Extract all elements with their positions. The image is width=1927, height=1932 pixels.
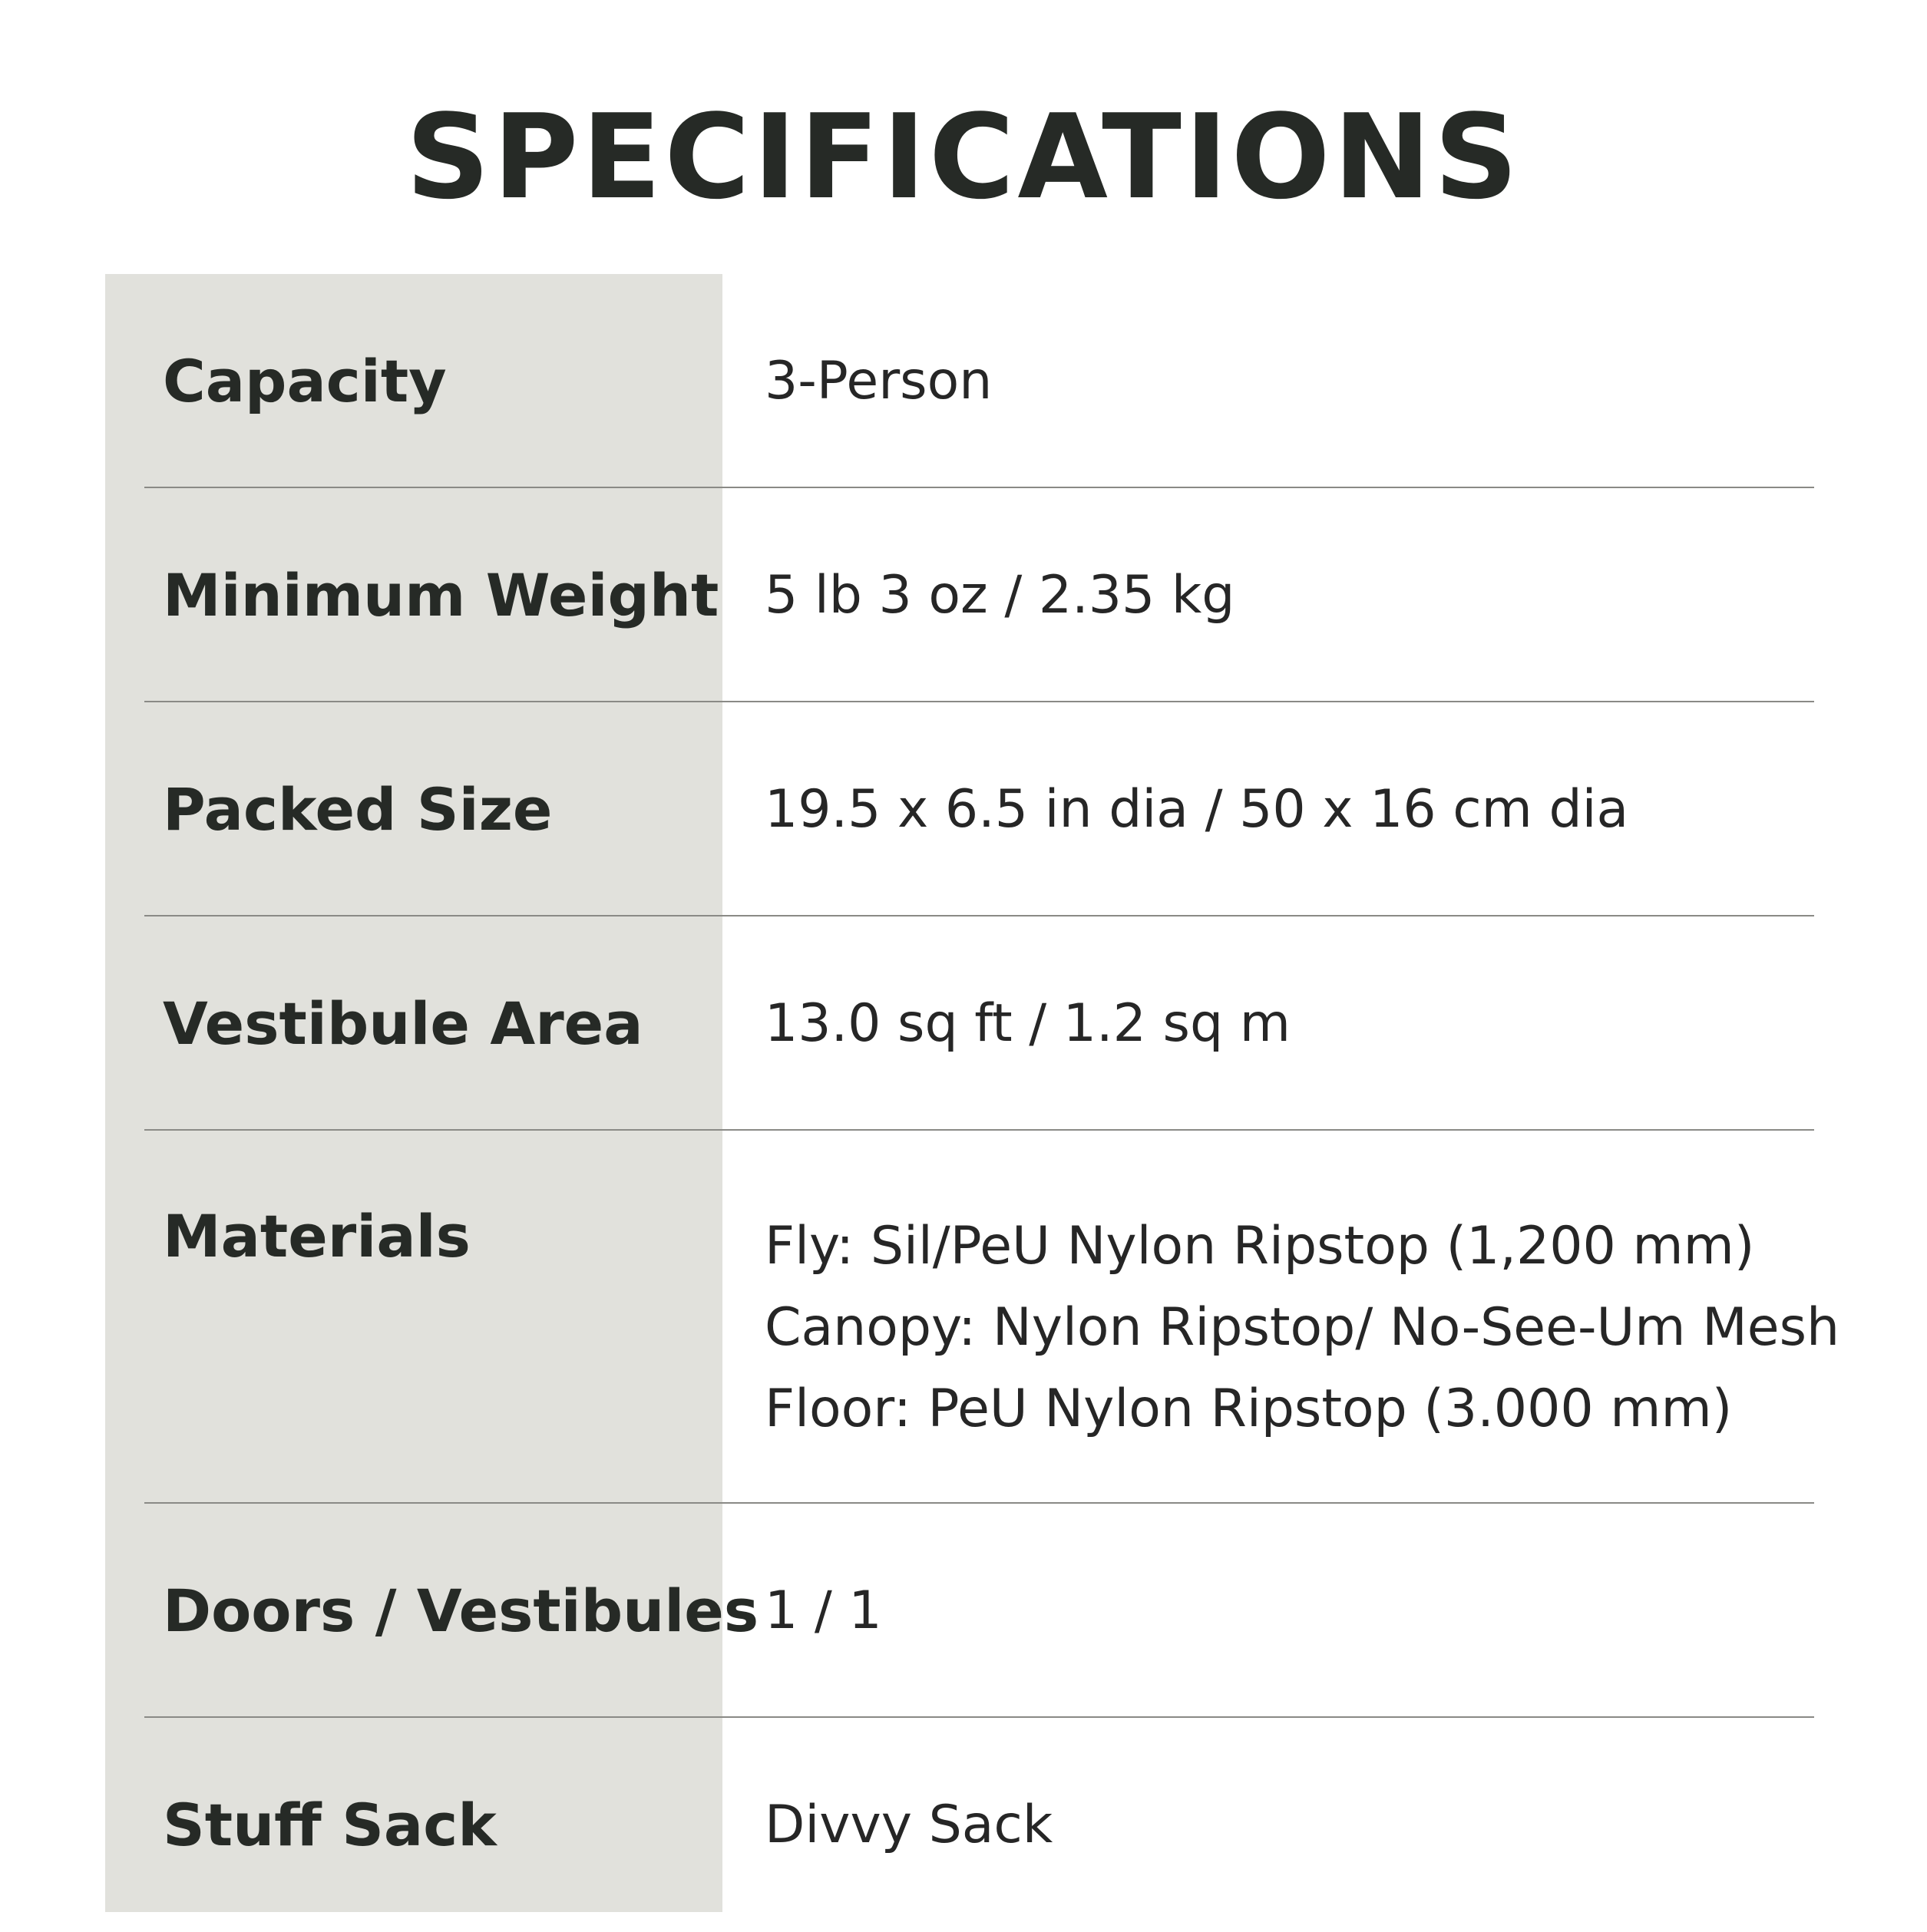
spec-label: Doors / Vestibules (163, 1577, 759, 1645)
spec-row-vestibule-area (0, 916, 1927, 1131)
spec-row-minimum-weight (0, 488, 1927, 702)
spec-label: Minimum Weight (163, 561, 719, 629)
spec-row-doors-vestibules (0, 1504, 1927, 1718)
spec-table (0, 274, 1927, 1932)
spec-label: Capacity (163, 347, 447, 415)
spec-row-stuff-sack (0, 1718, 1927, 1932)
page-title: SPECIFICATIONS (405, 89, 1522, 225)
spec-row-materials (0, 1131, 1927, 1504)
spec-label: Materials (163, 1202, 471, 1270)
spec-value: 13.0 sq ft / 1.2 sq m (765, 993, 1291, 1054)
materials-floor: Floor: PeU Nylon Ripstop (3.000 mm) (765, 1379, 1733, 1439)
spec-value: 5 lb 3 oz / 2.35 kg (765, 565, 1235, 626)
materials-canopy: Canopy: Nylon Ripstop/ No-See-Um Mesh (765, 1297, 1840, 1358)
spec-value-multiline (765, 1206, 1839, 1450)
spec-value: 19.5 x 6.5 in dia / 50 x 16 cm dia (765, 779, 1629, 840)
spec-row-capacity (0, 274, 1927, 488)
spec-label: Vestibule Area (163, 989, 643, 1058)
spec-value: 3-Person (765, 351, 993, 411)
spec-label: Packed Size (163, 775, 553, 844)
spec-value: Divvy Sack (765, 1795, 1053, 1855)
spec-row-packed-size (0, 702, 1927, 916)
spec-value: 1 / 1 (765, 1580, 882, 1641)
spec-label: Stuff Sack (163, 1791, 497, 1859)
materials-fly: Fly: Sil/PeU Nylon Ripstop (1,200 mm) (765, 1216, 1755, 1276)
